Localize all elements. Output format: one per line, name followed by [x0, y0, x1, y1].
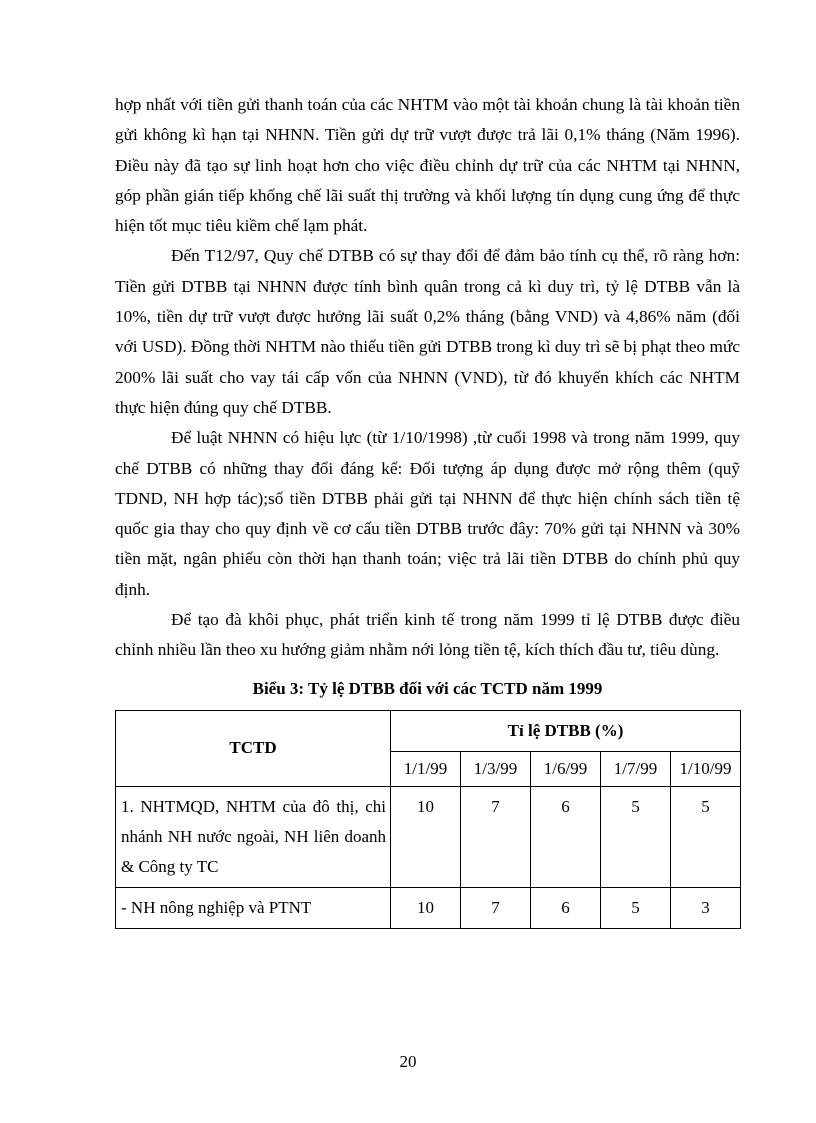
header-date: 1/6/99 [531, 751, 601, 786]
row-value: 7 [461, 786, 531, 887]
paragraph-3: Để luật NHNN có hiệu lực (từ 1/10/1998) ,từ cuối 1998 và trong năm 1999, quy chế DTBB có những thay đổi đáng kể: Đối tượng áp dụng được mở rộng thêm (quỹ TDND, NH hợp tác);số tiền DTBB phải gửi tại NHNN để thực hiện chính sách tiền tệ quốc gia thay cho quy định về cơ cấu tiền DTBB trước đây: 70% gửi tại NHNN và 30% tiền mặt, ngân phiếu còn thời hạn thanh toán; việc trả lãi tiền DTBB do chính phủ quy định. [115, 428, 740, 599]
header-date: 1/3/99 [461, 751, 531, 786]
row-value: 7 [461, 887, 531, 928]
header-ratio-group: Tỉ lệ DTBB (%) [391, 710, 741, 751]
row-value: 5 [601, 786, 671, 887]
row-value: 6 [531, 786, 601, 887]
table-row [116, 887, 741, 928]
reserve-ratio-table [115, 710, 741, 929]
row-value: 3 [671, 887, 741, 928]
paragraph-4: Để tạo đà khôi phục, phát triển kinh tế trong năm 1999 tỉ lệ DTBB được điều chỉnh nhiều lần theo xu hướng giảm nhằm nới lỏng tiền tệ, kích thích đầu tư, tiêu dùng. [115, 610, 740, 660]
table-row [116, 786, 741, 887]
table-caption: Biểu 3: Tỷ lệ DTBB đối với các TCTD năm 1999 [252, 678, 603, 698]
header-tctd: TCTD [116, 710, 391, 786]
header-date: 1/1/99 [391, 751, 461, 786]
header-date: 1/7/99 [601, 751, 671, 786]
paragraph-2: Đến T12/97, Quy chế DTBB có sự thay đổi để đảm bảo tính cụ thể, rõ ràng hơn: Tiền gửi DTBB tại NHNN được tính bình quân trong cả kì duy trì, tỷ lệ DTBB vẫn là 10%, tiền dự trữ vượt được hưởng lãi suất 0,2% tháng (bằng VND) và 4,86% năm (đối với USD). Đồng thời NHTM nào thiếu tiền gửi DTBB trong kì duy trì sẽ bị phạt theo mức 200% lãi suất cho vay tái cấp vốn của NHNN (VND), từ đó khuyến khích các NHTM thực hiện đúng quy chế DTBB. [115, 246, 740, 417]
row-value: 10 [391, 786, 461, 887]
row-label: 1. NHTMQD, NHTM của đô thị, chi nhánh NH nước ngoài, NH liên doanh & Công ty TC [116, 786, 391, 887]
row-value: 5 [671, 786, 741, 887]
table-header-row [116, 710, 741, 751]
row-value: 5 [601, 887, 671, 928]
header-date: 1/10/99 [671, 751, 741, 786]
paragraph-1: hợp nhất với tiền gửi thanh toán của các NHTM vào một tài khoản chung là tài khoản tiền gửi không kì hạn tại NHNN. Tiền gửi dự trữ vượt được trả lãi 0,1% tháng (Năm 1996). Điều này đã tạo sự linh hoạt hơn cho việc điều chỉnh dự trữ của các NHTM tại NHNN, góp phần gián tiếp khống chế lãi suất thị trường và khối lượng tín dụng cung ứng để thực hiện tốt mục tiêu kiềm chế lạm phát. [115, 95, 740, 236]
row-value: 10 [391, 887, 461, 928]
page-content [115, 90, 740, 929]
row-label: - NH nông nghiệp và PTNT [116, 887, 391, 928]
row-value: 6 [531, 887, 601, 928]
page-number: 20 [399, 1052, 417, 1071]
